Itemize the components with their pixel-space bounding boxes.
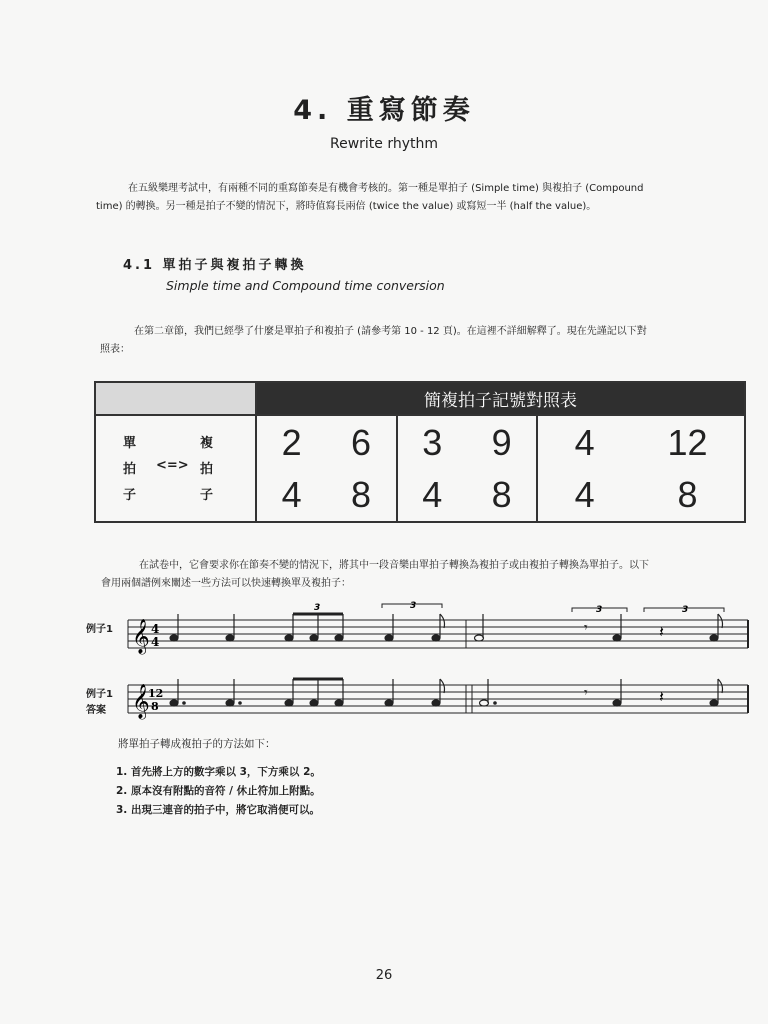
quarter-rest-icon: 𝄽 [659,622,664,641]
row-label-arrow: <=> [156,458,189,473]
example-1-label: 例子1 [86,624,113,635]
compound-time-signature: 9 8 [491,421,512,515]
time-signature-top: 4 [151,622,160,636]
simple-time-signature: 2 4 [281,421,302,515]
simple-time-signature: 4 4 [574,421,595,515]
intro-line-2: time) 的轉換。另一種是拍子不變的情況下，將時值寫長兩倍 (twice the value) 或寫短一半 (half the value)。 [96,201,597,212]
pair-cell-1 [256,415,397,522]
row-label-right-3: 子 [200,488,214,503]
page-number: 26 [375,968,393,983]
intro-line-1: 在五級樂理考試中，有兩種不同的重寫節奏是有機會考核的。第一種是單拍子 (Simple time) 與複拍子 (Compound [128,183,644,194]
row-label-left-3: 子 [123,488,137,503]
table-row-label [95,415,256,522]
triplet-mark: 3 [410,601,417,611]
time-signature-table [94,381,746,523]
pair-cell-2 [397,415,538,522]
time-signature-bottom: 8 [151,700,159,713]
section-line-1: 在第二章節，我們已經學了什麼是單拍子和複拍子 (請參考第 10 - 12 頁)。在這裡不詳細解釋了。現在先謹記以下對 [134,326,647,337]
treble-clef-icon: 𝄞 [132,619,150,654]
row-label-left-2: 拍 [123,462,137,477]
compound-time-signature: 6 8 [350,421,371,515]
chapter-title: 4. 重寫節奏 [293,95,475,126]
section-subheading: Simple time and Compound time conversion [166,278,445,293]
method-step-1: 1. 首先將上方的數字乘以 3，下方乘以 2。 [116,766,321,778]
section-line-2: 照表： [100,344,130,355]
pair-cell-3 [537,415,745,522]
triplet-mark: 3 [314,603,321,613]
table-header: 簡複拍子記號對照表 [256,382,745,415]
eighth-rest-icon: 𝄾 [584,620,588,636]
triplet-mark: 3 [596,605,603,615]
simple-time-signature: 3 4 [422,421,443,515]
row-label-right-2: 拍 [200,462,214,477]
table-header-blank [95,382,256,415]
exam-line-1: 在試卷中，它會要求你在節奏不變的情況下，將其中一段音樂由單拍子轉換為複拍子或由複拍子轉換為單拍子。以下 [139,560,649,571]
row-label-right-1: 複 [200,436,214,451]
triplet-mark: 3 [682,605,689,615]
example-1-staff [124,600,754,660]
method-step-2: 2. 原本沒有附點的音符 / 休止符加上附點。 [116,785,321,797]
method-step-3: 3. 出現三連音的拍子中，將它取消便可以。 [116,804,320,816]
chapter-subtitle: Rewrite rhythm [329,136,439,152]
time-signature-top: 12 [148,687,164,700]
compound-time-signature: 12 8 [667,421,708,515]
time-signature-bottom: 4 [151,635,160,649]
row-label-left-1: 單 [123,436,137,451]
treble-clef-icon: 𝄞 [132,684,150,719]
exam-line-2: 會用兩個譜例來闡述一些方法可以快速轉換單及複拍子： [101,578,351,589]
example-1-answer-staff [124,670,754,725]
method-intro: 將單拍子轉成複拍子的方法如下： [118,738,276,750]
quarter-rest-icon: 𝄽 [659,687,664,706]
example-1-answer-label-1: 例子1 [86,689,113,700]
example-1-answer-label-2: 答案 [86,705,106,716]
section-heading: 4.1 單拍子與複拍子轉換 [123,258,307,273]
eighth-rest-icon: 𝄾 [584,685,588,701]
